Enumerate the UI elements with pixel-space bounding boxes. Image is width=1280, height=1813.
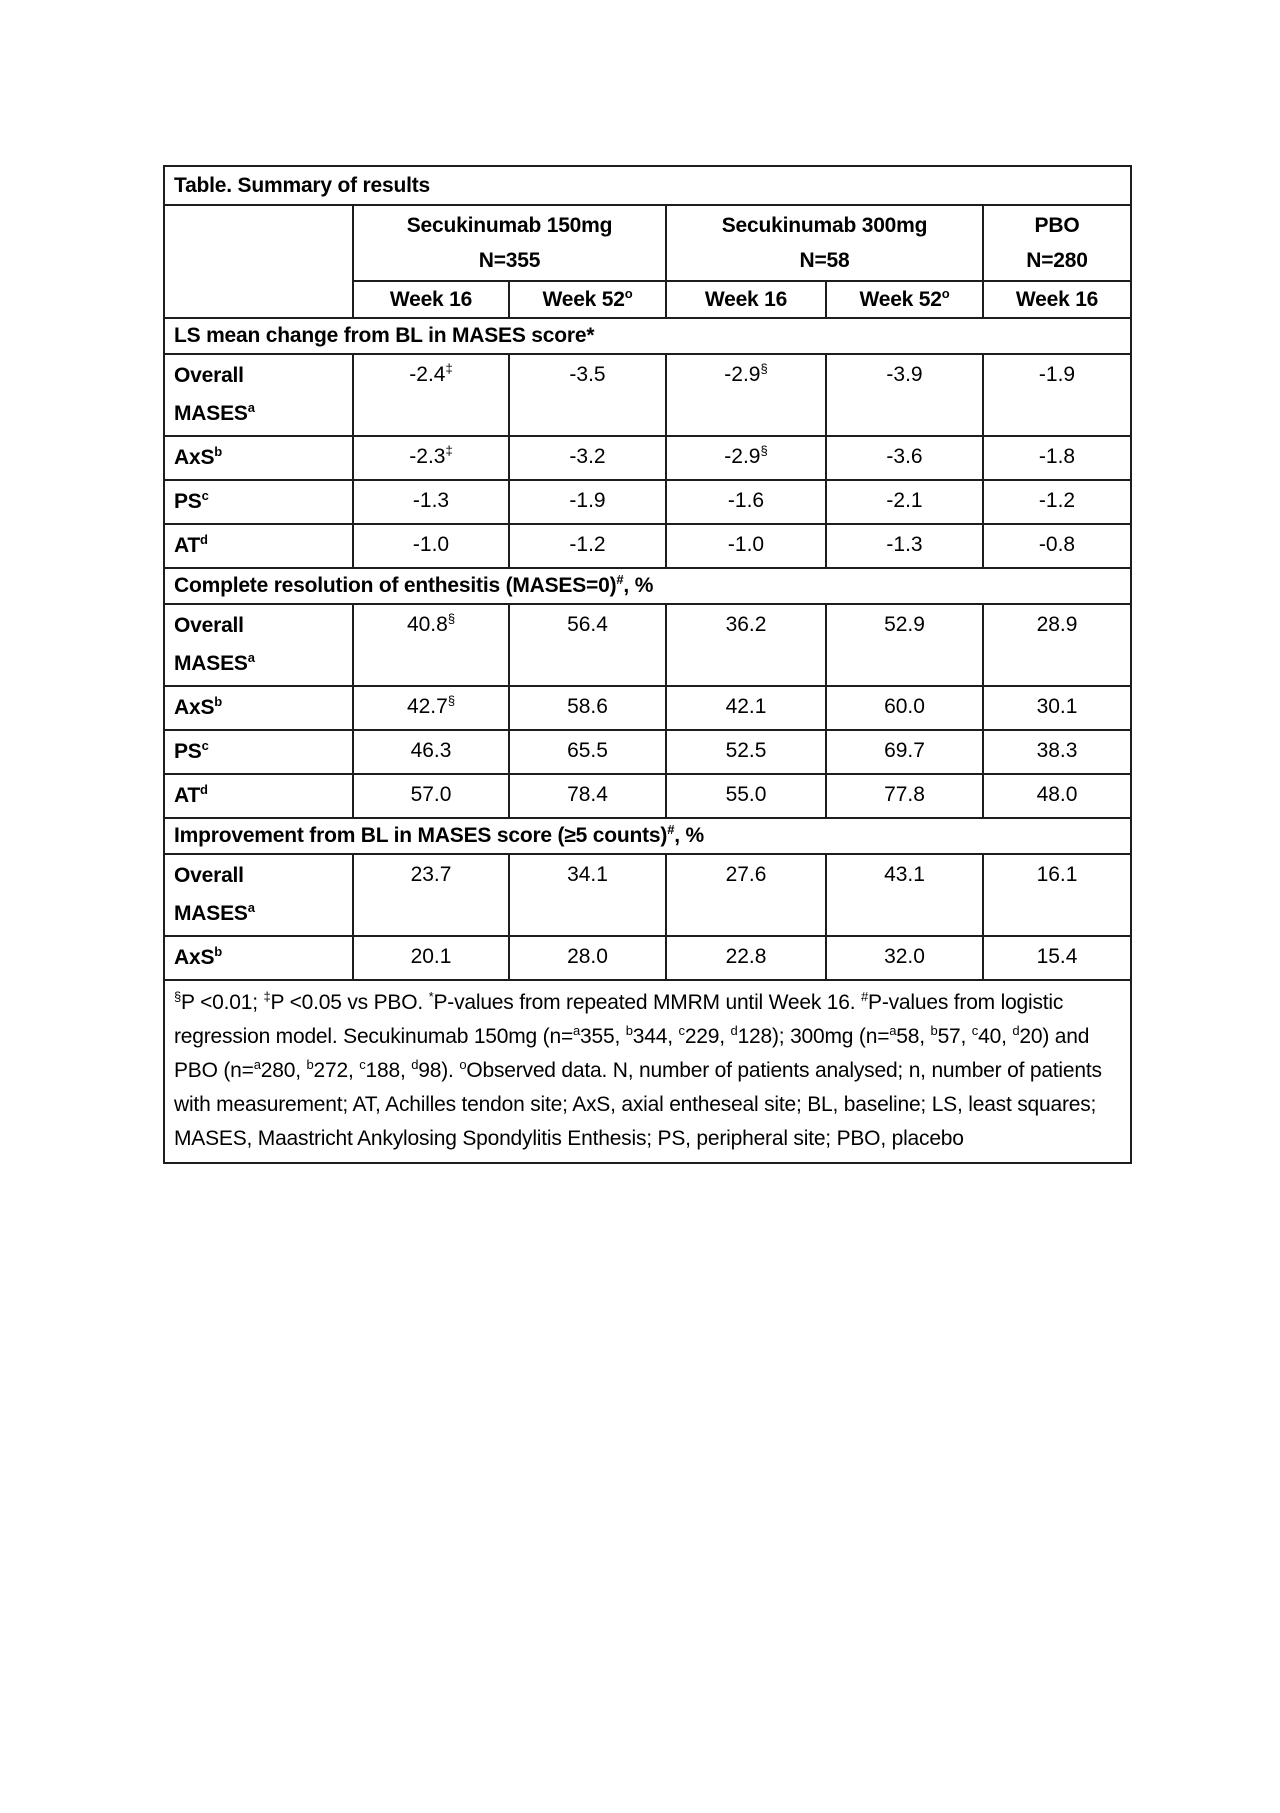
value-cell: -3.6 [826, 436, 983, 480]
value-cell: 52.5 [666, 730, 826, 774]
row-label: $AT^d$ [164, 524, 353, 568]
value-cell: 77.8 [826, 774, 983, 818]
row-label: AxS$^b$ [164, 936, 353, 980]
data-row [164, 524, 1131, 568]
group-name: PBO [1034, 214, 1080, 237]
treatment-group-header [353, 205, 666, 281]
value-cell: 40.8§ [353, 604, 509, 686]
group-name: Secukinumab 300mg [721, 214, 928, 237]
group-n: N=355 [478, 249, 541, 272]
week-header-cell: Week 16 [666, 281, 826, 318]
data-row [164, 604, 1131, 686]
value-cell: -1.2 [983, 480, 1131, 524]
value-cell: -1.0 [353, 524, 509, 568]
value-cell: 52.9 [826, 604, 983, 686]
group-n: N=58 [799, 249, 850, 272]
value-cell: 42.7§ [353, 686, 509, 730]
week-header-cell: Week 16 [983, 281, 1131, 318]
summary-results-table [163, 165, 1132, 1164]
group-n: N=280 [1026, 249, 1088, 272]
value-cell: -2.3‡ [353, 436, 509, 480]
group-name: Secukinumab 150mg [406, 214, 613, 237]
value-cell: -2.1 [826, 480, 983, 524]
value-cell: 56.4 [509, 604, 666, 686]
section-header-row [164, 568, 1131, 604]
group-header-row [164, 205, 1131, 281]
row-label: $PS^c$ [164, 480, 353, 524]
value-cell: 20.1 [353, 936, 509, 980]
data-row [164, 354, 1131, 436]
row-label: Overall MASES$^a$ [164, 854, 353, 936]
treatment-group-header [983, 205, 1131, 281]
table-title: Table. Summary of results [164, 166, 1131, 205]
data-row [164, 774, 1131, 818]
value-cell: 32.0 [826, 936, 983, 980]
value-cell: 23.7 [353, 854, 509, 936]
value-cell: 43.1 [826, 854, 983, 936]
data-row [164, 480, 1131, 524]
value-cell: 55.0 [666, 774, 826, 818]
value-cell: 65.5 [509, 730, 666, 774]
value-cell: 78.4 [509, 774, 666, 818]
section-header-row [164, 818, 1131, 854]
value-cell: -1.8 [983, 436, 1131, 480]
data-row [164, 854, 1131, 936]
section-header: Improvement from BL in MASES score (≥5 counts)#, % [164, 818, 1131, 854]
value-cell: -3.2 [509, 436, 666, 480]
data-row [164, 730, 1131, 774]
week-header-cell: Week 52$^o$ [509, 281, 666, 318]
treatment-group-header [666, 205, 983, 281]
value-cell: -3.9 [826, 354, 983, 436]
value-cell: 58.6 [509, 686, 666, 730]
value-cell: -1.9 [509, 480, 666, 524]
data-row [164, 936, 1131, 980]
row-label: $PS^c$ [164, 730, 353, 774]
value-cell: -2.9§ [666, 354, 826, 436]
value-cell: 42.1 [666, 686, 826, 730]
value-cell: 48.0 [983, 774, 1131, 818]
value-cell: 28.9 [983, 604, 1131, 686]
value-cell: -3.5 [509, 354, 666, 436]
value-cell: -1.6 [666, 480, 826, 524]
value-cell: 15.4 [983, 936, 1131, 980]
row-label: AxS$^b$ [164, 686, 353, 730]
row-label: Overall MASES$^a$ [164, 604, 353, 686]
row-label-column-stub [164, 205, 353, 318]
data-row [164, 686, 1131, 730]
value-cell: 30.1 [983, 686, 1131, 730]
data-row [164, 436, 1131, 480]
title-row [164, 166, 1131, 205]
value-cell: -1.0 [666, 524, 826, 568]
value-cell: -2.9§ [666, 436, 826, 480]
row-label: $AT^d$ [164, 774, 353, 818]
section-header: LS mean change from BL in MASES score* [164, 318, 1131, 354]
week-header-cell: Week 52$^o$ [826, 281, 983, 318]
value-cell: 60.0 [826, 686, 983, 730]
value-cell: 36.2 [666, 604, 826, 686]
value-cell: 28.0 [509, 936, 666, 980]
value-cell: 27.6 [666, 854, 826, 936]
value-cell: 16.1 [983, 854, 1131, 936]
section-header-row [164, 318, 1131, 354]
value-cell: -0.8 [983, 524, 1131, 568]
footnote-row [164, 980, 1131, 1163]
value-cell: 57.0 [353, 774, 509, 818]
footnote: §P <0.01; ‡P <0.05 vs PBO. *P-values from repeated MMRM until Week 16. #P-values from logistic regression model. Secukinumab 150mg (n=$^a$355, $^b$344, $^c$229, $^d$128); 300mg (n=$^a$58, $^b$57, $^c$40, $^d$20) and PBO (n=$^a$280, $^b$272, $^c$188, $^d$98). $^o$Observed data. N, number of patients analysed; n, number of patients with measurement; AT, Achilles tendon site; AxS, axial entheseal site; BL, baseline; LS, least squares; MASES, Maastricht Ankylosing Spondylitis Enthesis; PS, peripheral site; PBO, placebo [164, 980, 1131, 1163]
value-cell: -1.3 [826, 524, 983, 568]
value-cell: 46.3 [353, 730, 509, 774]
value-cell: 34.1 [509, 854, 666, 936]
row-label: AxS$^b$ [164, 436, 353, 480]
value-cell: -1.3 [353, 480, 509, 524]
week-header-cell: Week 16 [353, 281, 509, 318]
value-cell: 22.8 [666, 936, 826, 980]
value-cell: -1.2 [509, 524, 666, 568]
value-cell: 69.7 [826, 730, 983, 774]
value-cell: -1.9 [983, 354, 1131, 436]
section-header: Complete resolution of enthesitis (MASES=0)#, % [164, 568, 1131, 604]
value-cell: 38.3 [983, 730, 1131, 774]
row-label: Overall MASES$^a$ [164, 354, 353, 436]
value-cell: -2.4‡ [353, 354, 509, 436]
